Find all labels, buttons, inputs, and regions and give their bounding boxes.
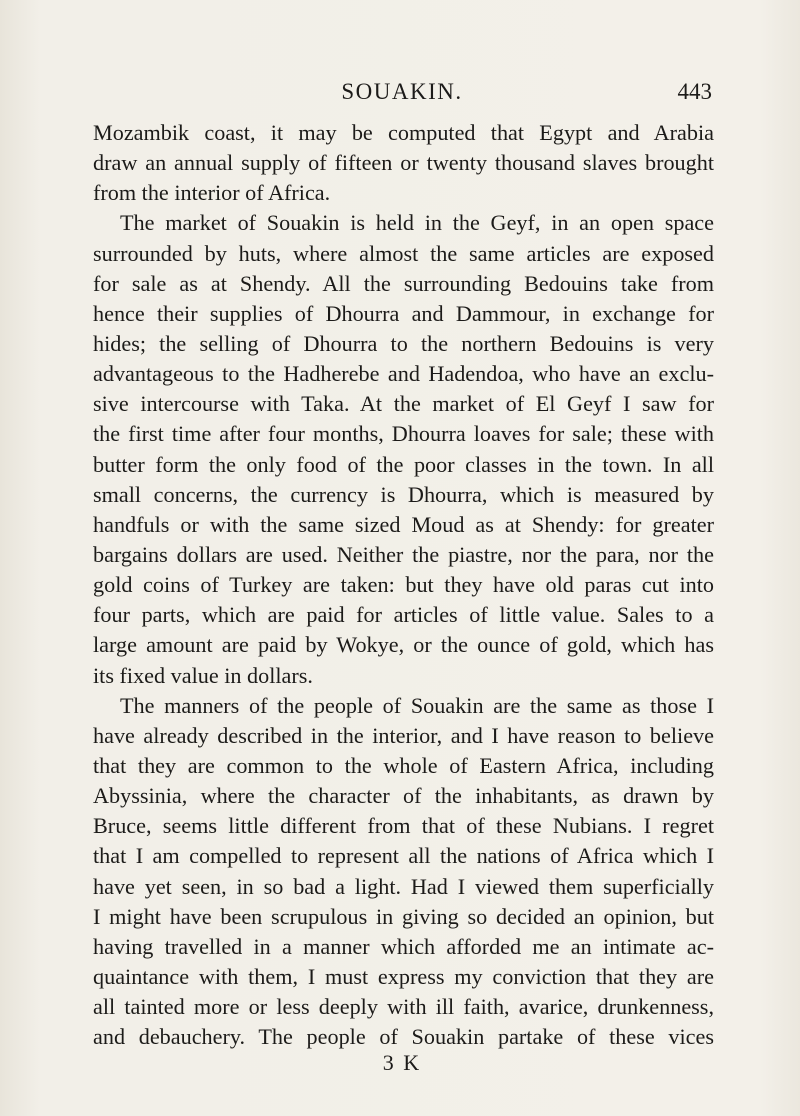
text-line: Mozambik coast, it may be computed that Egypt and Arabia [93,120,714,145]
text-line: The market of Souakin is held in the Geyf, in an open space [120,210,714,236]
page-number: 443 [677,79,712,104]
text-line: hence their supplies of Dhourra and Dammour, in exchange for [93,300,714,326]
text-line: Bruce, seems little different from that of these Nubians. I regret [93,813,714,839]
text-line: have already described in the interior, and I have reason to believe [93,722,714,748]
text-line: I might have been scrupulous in giving so decided an opinion, but [93,903,714,929]
text-line: its fixed value in dollars. [93,662,313,688]
running-head [92,76,712,108]
text-line: The manners of the people of Souakin are the same as those I [120,692,714,718]
text-line: bargains dollars are used. Neither the piastre, nor the para, nor the [93,541,714,567]
text-line: for sale as at Shendy. All the surrounding Bedouins take from [93,270,714,296]
text-line: hides; the selling of Dhourra to the northern Bedouins is very [93,330,714,356]
text-line: the first time after four months, Dhourra loaves for sale; these with [93,421,714,447]
text-line: from the interior of Africa. [93,180,331,206]
signature-mark: 3 K [382,1050,422,1075]
text-line: Abyssinia, where the character of the inhabitants, as drawn by [93,783,714,809]
body-text [93,118,714,1052]
text-line: large amount are paid by Wokye, or the ounce of gold, which has [93,632,714,658]
text-line: sive intercourse with Taka. At the market of El Geyf I saw for [93,391,714,417]
text-line: small concerns, the currency is Dhourra, which is measured by [93,481,714,507]
text-line: four parts, which are paid for articles of little value. Sales to a [93,602,714,628]
text-line: all tainted more or less deeply with ill faith, avarice, drunkenness, [93,994,714,1020]
text-line: having travelled in a manner which afforded me an intimate ac- [93,933,714,959]
text-line: that they are common to the whole of Eastern Africa, including [93,752,714,778]
text-line: and debauchery. The people of Souakin partake of these vices [93,1024,714,1050]
text-line: surrounded by huts, where almost the same articles are exposed [93,240,714,266]
text-line: handfuls or with the same sized Moud as at Shendy: for greater [93,511,714,537]
text-line: quaintance with them, I must express my conviction that they are [93,963,714,989]
text-line: gold coins of Turkey are taken: but they have old paras cut into [93,572,714,598]
text-line: draw an annual supply of fifteen or twenty thousand slaves brought [93,150,714,176]
text-line: advantageous to the Hadherebe and Hadendoa, who have an exclu- [93,361,714,387]
text-line: butter form the only food of the poor classes in the town. In all [93,451,714,477]
text-line: that I am compelled to represent all the nations of Africa which I [93,843,714,869]
text-line: have yet seen, in so bad a light. Had I viewed them superficially [93,873,714,899]
running-title: SOUAKIN. [341,79,463,104]
